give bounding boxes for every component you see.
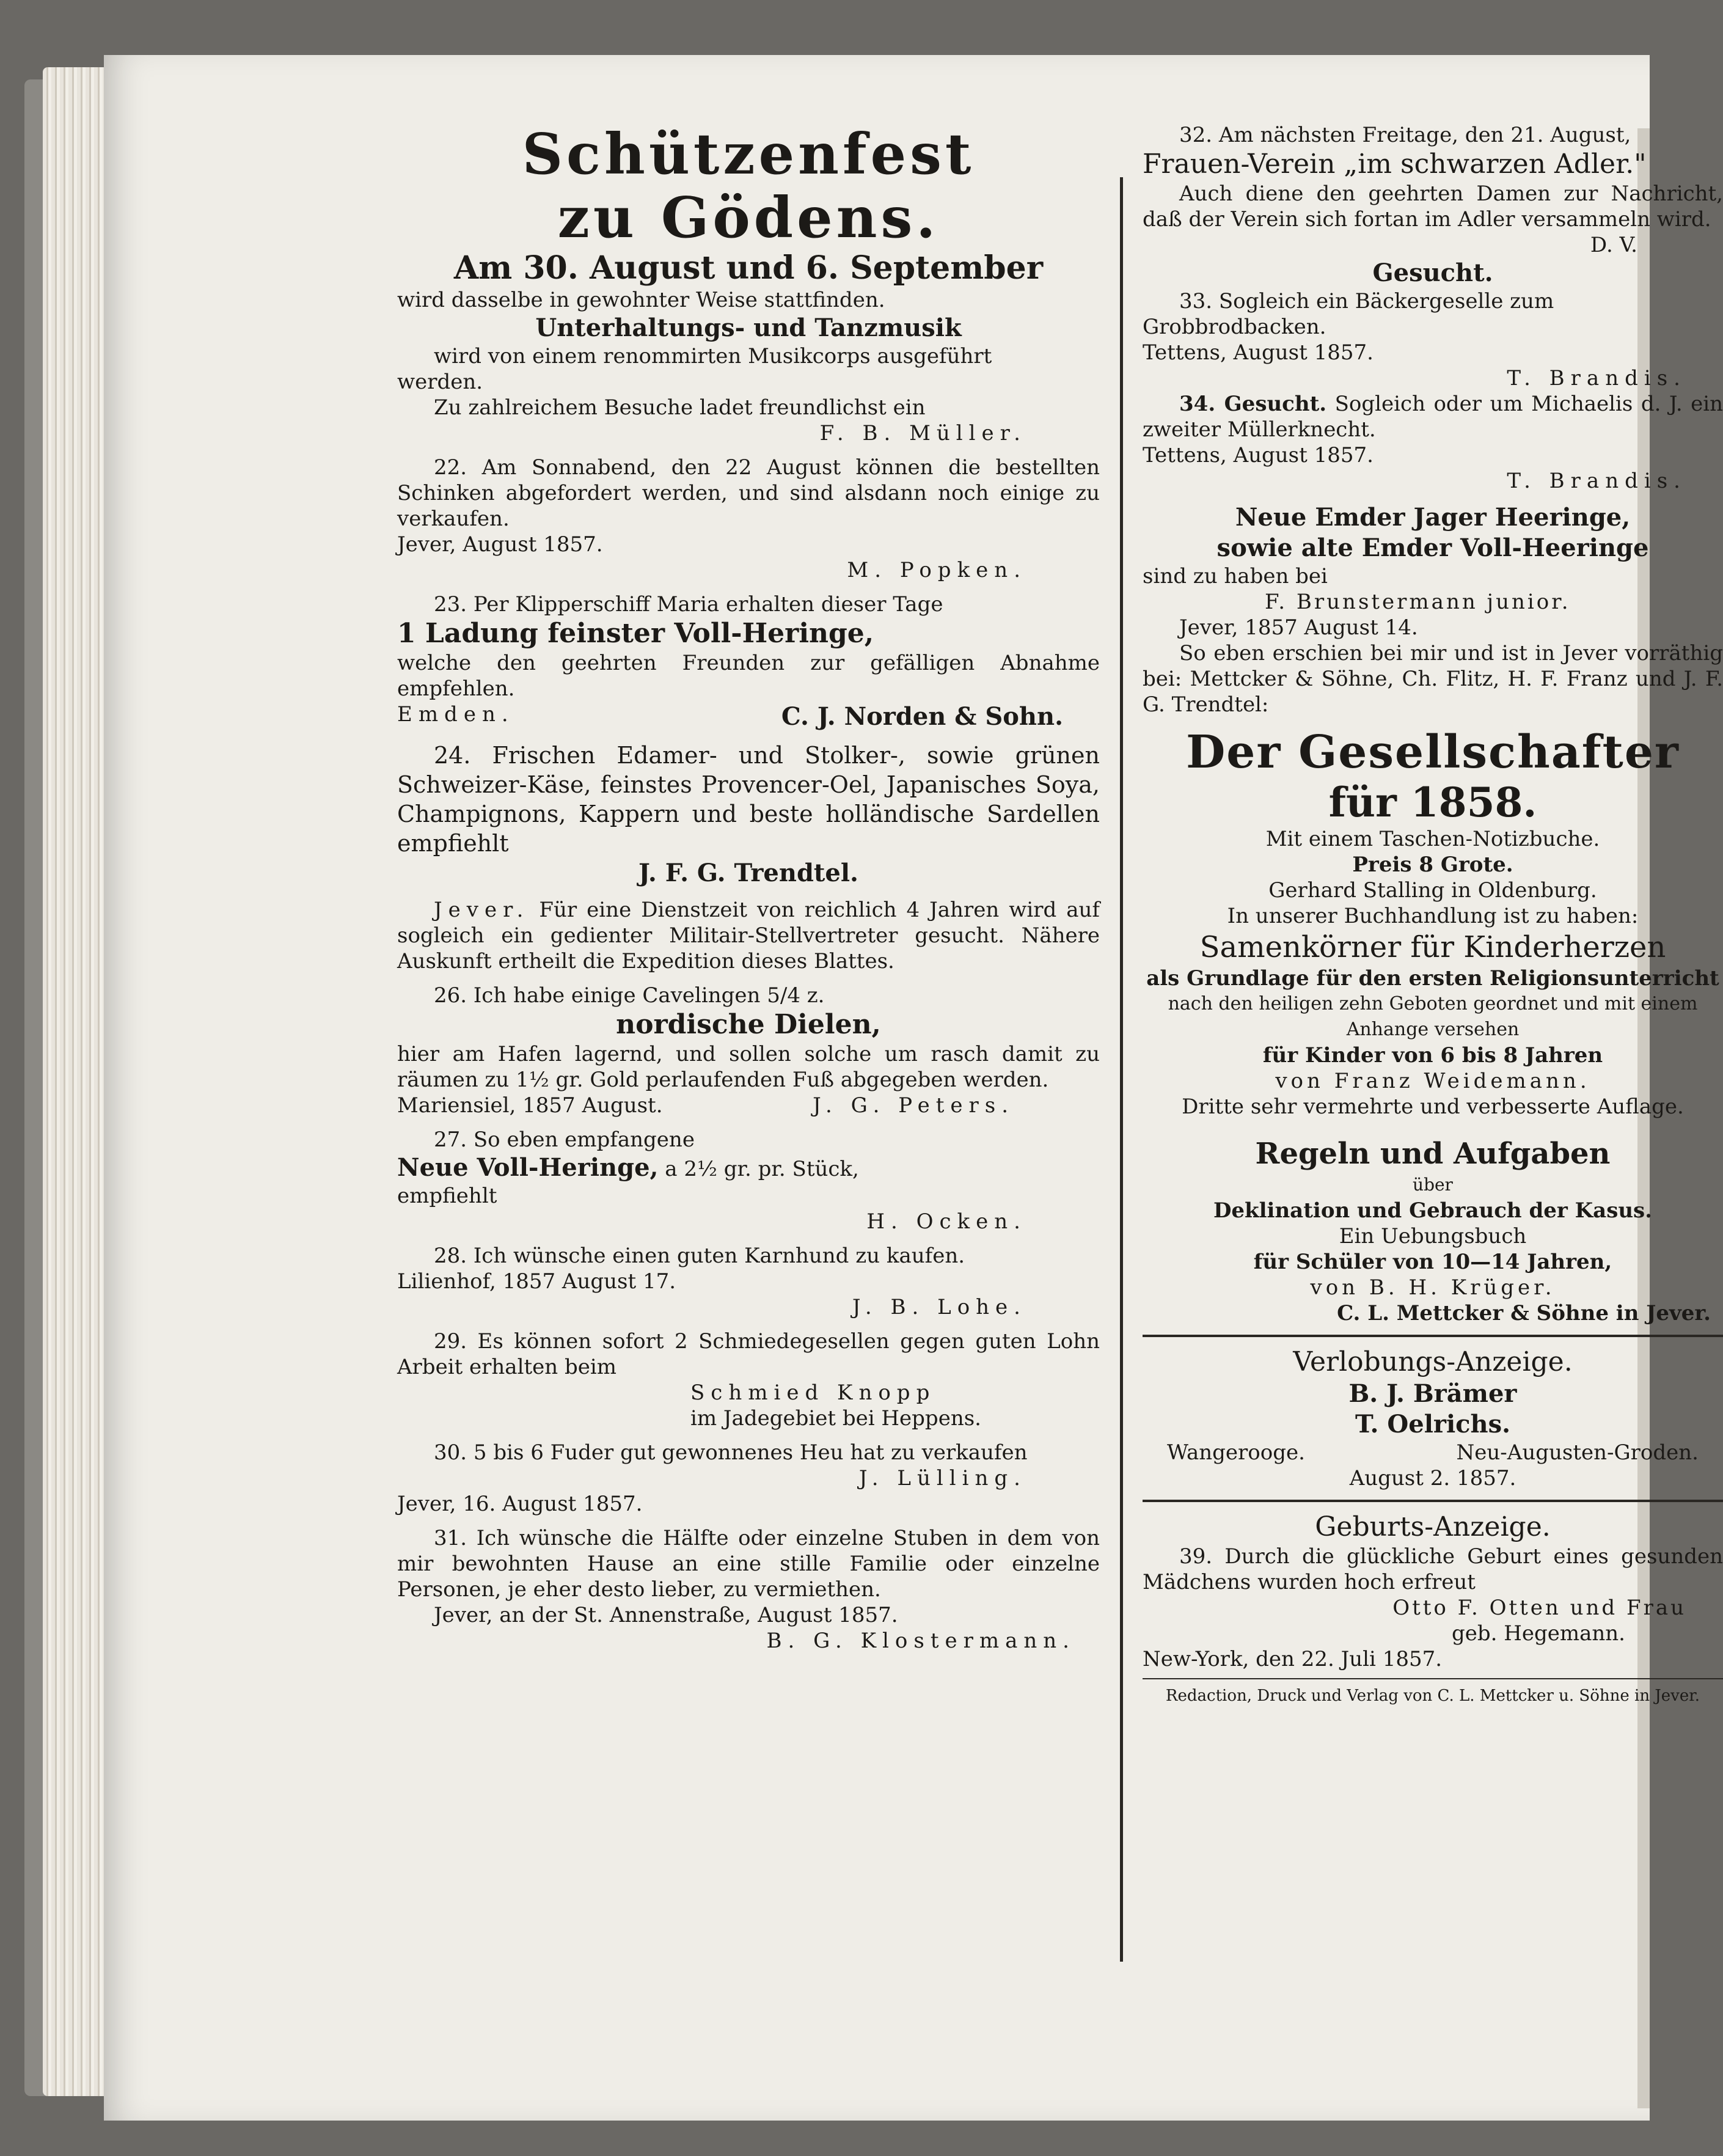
fest-line: wird dasselbe in gewohnter Weise stattfinden. [397,288,885,312]
ad-30-text: 30. 5 bis 6 Fuder gut gewonnenes Heu hat zu verkaufen [434,1440,1028,1465]
ad-23-title: 1 Ladung feinster Voll-Heringe, [397,618,874,649]
fest-dates: Am 30. August und 6. September [453,249,1044,287]
ad-32-text: 32. Am nächsten Freitage, den 21. August, [1179,123,1631,147]
book3-publisher: C. L. Mettcker & Söhne in Jever. [1337,1301,1711,1326]
section-rule [1143,1335,1723,1337]
ad-35-title: Neue Emder Jager Heeringe, [1235,503,1631,532]
book3-author: von B. H. Krüger. [1310,1275,1556,1300]
book3-age: für Schüler von 10—14 Jahren, [1253,1250,1612,1274]
section-rule-2 [1143,1500,1723,1502]
fest-music: Unterhaltungs- und Tanzmusik [535,314,962,342]
book3-over: über [1413,1175,1453,1195]
ad-34-block [1143,391,1723,442]
book-intro: So eben erschien bei mir und ist in Jever vorräthig bei: Mettcker & Söhne, Ch. Flitz, H. F. Franz und J. F. G. Trendtel: [1143,641,1723,717]
newspaper-page [104,55,1723,2121]
ad-28-signature: J. B. Lohe. [852,1295,1026,1319]
ad-32-signature: D. V. [1590,233,1637,257]
ad-35-signature: F. Brunstermann junior. [1265,590,1571,614]
ad-28-text: 28. Ich wünsche einen guten Karnhund zu kaufen. [434,1244,965,1268]
book-price: Preis 8 Grote. [1352,853,1513,877]
fest-invite: Zu zahlreichem Besuche ladet freundlichst ein [434,395,926,420]
ad-24-signature: J. F. G. Trendtel. [638,859,858,887]
ad-23-place: Emden. [397,702,514,727]
ad-27-rest: empfiehlt [397,1184,497,1208]
ad-35-place: Jever, 1857 August 14. [1179,615,1418,640]
ad-24-text: 24. Frischen Edamer- und Stolker-, sowie grünen Schweizer-Käse, feinstes Provencer-Oel, Japanisches Soya, Champignons, Kappern und beste holländische Sardellen empfiehlt [397,742,1100,857]
book-title-year: für 1858. [1328,779,1537,826]
book2-subtitle: als Grundlage für den ersten Religionsunterricht [1146,966,1719,991]
ad-23-text-rest: welche den geehrten Freunden zur gefälligen Abnahme empfehlen. [397,651,1100,701]
book2-author: von Franz Weidemann. [1275,1069,1590,1093]
birth-name-1: Otto F. Otten und Frau [1392,1596,1686,1620]
ad-27-price: a 2½ gr. pr. Stück, [665,1157,859,1181]
birth-place: New-York, den 22. Juli 1857. [1143,1647,1443,1671]
ad-35-title-2: sowie alte Emder Voll-Heeringe [1216,534,1649,562]
book3-title: Regeln und Aufgaben [1255,1137,1611,1171]
fest-music-line: wird von einem renommirten Musikcorps ausgeführt [434,344,992,369]
ad-29-text: 29. Es können sofort 2 Schmiedegesellen gegen guten Lohn Arbeit erhalten beim [397,1329,1100,1379]
ad-31-text: 31. Ich wünsche die Hälfte oder einzelne Stuben in dem von mir bewohnten Hause an eine stille Familie oder einzelne Personen, je eher desto lieber, zu vermiethen. [397,1526,1100,1602]
fest-music-line2: werden. [397,370,483,394]
engagement-place-2: Neu-Augusten-Groden. [1456,1440,1699,1465]
engagement-name-1: B. J. Brämer [1348,1379,1517,1408]
book2-text-2: Anhange versehen [1346,1019,1520,1040]
ad-26-footer [397,1093,1100,1118]
column-divider [1120,177,1123,1962]
ad-33-place: Tettens, August 1857. [1143,340,1374,365]
ad-27-text: 27. So eben empfangene [434,1128,695,1152]
ad-25-block [397,897,1100,974]
book-publisher: Gerhard Stalling in Oldenburg. [1268,878,1597,903]
ad-27-signature: H. Ocken. [866,1209,1026,1234]
fest-place: zu Gödens. [557,185,940,251]
ad-23-footer [397,702,1100,732]
book2-title: Samenkörner für Kinderherzen [1199,930,1666,964]
book2-age: für Kinder von 6 bis 8 Jahren [1262,1043,1603,1068]
ad-31-signature: B. G. Klostermann. [766,1629,1075,1653]
ad-27-title: Neue Voll-Heringe, [397,1153,659,1182]
engagement-name-2: T. Oelrichs. [1355,1410,1511,1439]
engagement-title: Verlobungs-Anzeige. [1293,1346,1573,1377]
imprint-footer: Redaction, Druck und Verlag von C. L. Mettcker u. Söhne in Jever. [1165,1687,1700,1705]
book2-edition: Dritte sehr vermehrte und verbesserte Auflage. [1182,1094,1684,1119]
left-column [397,122,1100,1654]
book-subtitle: Mit einem Taschen-Notizbuche. [1265,827,1600,851]
ad-34-heading: 34. Gesucht. [1179,392,1327,416]
ad-25-place: Jever. [434,898,530,922]
right-column [1143,122,1723,1706]
ad-23-signature: C. J. Norden & Sohn. [781,702,1063,731]
book2-intro: In unserer Buchhandlung ist zu haben: [1227,904,1639,928]
ad-22-place: Jever, August 1857. [397,532,603,557]
fest-signature: F. B. Müller. [819,421,1026,446]
ad-33-text: 33. Sogleich ein Bäckergeselle zum Grobbrodbacken. [1143,289,1554,339]
ad-26-signature: J. G. Peters. [813,1093,1014,1118]
ad-26-text: 26. Ich habe einige Cavelingen 5/4 z. [434,983,825,1008]
ad-33-signature: T. Brandis. [1507,366,1686,391]
ad-23-text: 23. Per Klipperschiff Maria erhalten dieser Tage [434,592,943,617]
engagement-date: August 2. 1857. [1349,1466,1516,1491]
ad-27-title-row [397,1153,1100,1183]
fest-title: Schützenfest [522,121,975,187]
book-title: Der Gesellschafter [1186,726,1680,779]
book3-type: Ein Uebungsbuch [1339,1224,1527,1248]
ad-33-heading: Gesucht. [1372,258,1493,287]
engagement-place-1: Wangerooge. [1167,1440,1305,1465]
ad-35-text: sind zu haben bei [1143,564,1328,588]
ad-34-signature: T. Brandis. [1507,469,1686,493]
ad-26-text-rest: hier am Hafen lagernd, und sollen solche um rasch damit zu räumen zu 1½ gr. Gold perlaufenden Fuß abgegeben werden. [397,1042,1100,1092]
ad-31-place: Jever, an der St. Annenstraße, August 1857. [434,1603,898,1627]
engagement-places [1143,1440,1723,1465]
ad-26-place: Mariensiel, 1857 August. [397,1093,663,1118]
ad-29-signature: Schmied Knopp [690,1380,936,1405]
birth-text: 39. Durch die glückliche Geburt eines gesunden Mädchens wurden hoch erfreut [1143,1544,1723,1594]
birth-title: Geburts-Anzeige. [1315,1511,1551,1542]
ad-34-text: Sogleich oder um Michaelis d. J. ein zweiter Müllerknecht. [1143,392,1723,442]
ad-30-place: Jever, 16. August 1857. [397,1492,643,1516]
footer-rule [1143,1678,1723,1679]
birth-name-2: geb. Hegemann. [1451,1621,1625,1646]
ad-32-title: Frauen-Verein „im schwarzen Adler." [1143,148,1647,180]
book2-text: nach den heiligen zehn Geboten geordnet und mit einem [1168,993,1698,1014]
ad-28-place: Lilienhof, 1857 August 17. [397,1269,676,1294]
ad-25-text: Für eine Dienstzeit von reichlich 4 Jahren wird auf sogleich ein gedienter Militair-Stellvertreter gesucht. Nähere Auskunft ertheilt die Expedition dieses Blattes. [397,898,1100,974]
ad-32-text-rest: Auch diene den geehrten Damen zur Nachricht, daß der Verein sich fortan im Adler versammeln wird. [1143,182,1723,232]
ad-22-signature: M. Popken. [847,558,1026,582]
book3-subtitle: Deklination und Gebrauch der Kasus. [1213,1198,1653,1223]
ad-26-title: nordische Dielen, [616,1009,881,1040]
ad-29-signature-place: im Jadegebiet bei Heppens. [690,1406,981,1431]
ad-34-place: Tettens, August 1857. [1143,443,1374,468]
ad-22-text: 22. Am Sonnabend, den 22 August können die bestellten Schinken abgefordert werden, und sind alsdann noch einige zu verkaufen. [397,455,1100,531]
ad-30-signature: J. Lülling. [858,1466,1026,1491]
